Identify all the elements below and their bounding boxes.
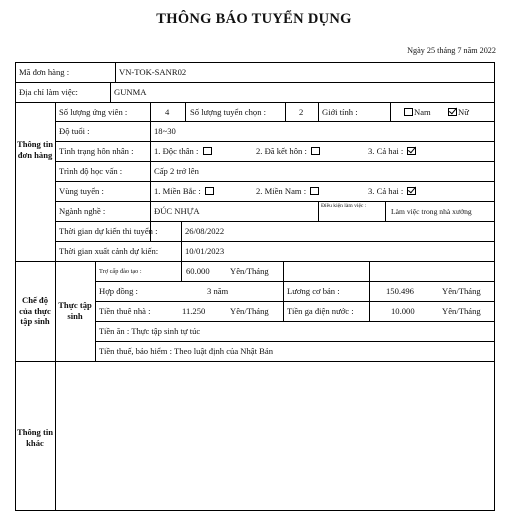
region-label: Vùng tuyển : bbox=[59, 186, 104, 196]
marital-label: Tình trạng hôn nhân : bbox=[59, 146, 134, 156]
region-option-north[interactable]: 1. Miền Bắc : bbox=[154, 186, 215, 196]
trainee-label: Thực tập sinh bbox=[58, 300, 92, 321]
region-north-checkbox[interactable] bbox=[205, 187, 214, 195]
applicants-label: Số lượng ứng viên : bbox=[59, 107, 128, 117]
region-option-south[interactable]: 2. Miền Nam : bbox=[256, 186, 320, 196]
order-code-value: VN-TOK-SANR02 bbox=[119, 67, 187, 77]
work-conditions-value: Làm việc trong nhà xưởng bbox=[391, 207, 472, 216]
selected-label: Số lượng tuyển chọn : bbox=[190, 107, 267, 117]
exam-date-label: Thời gian dự kiến thi tuyển : bbox=[59, 226, 158, 236]
region-south-checkbox[interactable] bbox=[310, 187, 319, 195]
age-value: 18~30 bbox=[154, 126, 176, 136]
utilities-unit: Yên/Tháng bbox=[442, 306, 481, 316]
industry-label: Ngành nghề : bbox=[59, 206, 106, 216]
gender-label: Giới tính : bbox=[322, 107, 358, 117]
contract-label: Hợp đồng : bbox=[99, 286, 138, 296]
training-allowance-value: 60.000 bbox=[186, 266, 210, 276]
gender-female-option[interactable]: Nữ bbox=[446, 107, 469, 117]
rent-value: 11.250 bbox=[182, 306, 206, 316]
order-info-section-label: Thông tin đơn hàng bbox=[16, 139, 54, 160]
gender-female-checkbox[interactable] bbox=[448, 108, 457, 116]
gender-male-option[interactable]: Nam bbox=[402, 107, 431, 117]
marital-option-single[interactable]: 1. Độc thân : bbox=[154, 146, 213, 156]
notice-date: Ngày 25 tháng 7 năm 2022 bbox=[407, 46, 496, 55]
exam-date-value: 26/08/2022 bbox=[185, 226, 225, 236]
age-label: Độ tuổi : bbox=[59, 126, 90, 136]
work-conditions-label: Điều kiện làm việc : bbox=[321, 203, 367, 209]
marital-single-checkbox[interactable] bbox=[203, 147, 212, 155]
page-title: THÔNG BÁO TUYỂN DỤNG bbox=[156, 11, 352, 27]
marital-married-checkbox[interactable] bbox=[311, 147, 320, 155]
region-option-both[interactable]: 3. Cả hai : bbox=[368, 186, 417, 196]
base-salary-unit: Yên/Tháng bbox=[442, 286, 481, 296]
gender-male-checkbox[interactable] bbox=[404, 108, 413, 116]
rent-unit: Yên/Tháng bbox=[230, 306, 269, 316]
benefits-section-label: Chế độ của thực tập sinh bbox=[19, 295, 51, 326]
education-value: Cấp 2 trở lên bbox=[154, 166, 199, 176]
rent-label: Tiền thuê nhà : bbox=[99, 306, 151, 316]
contract-value: 3 năm bbox=[207, 286, 229, 296]
departure-date-value: 10/01/2023 bbox=[185, 246, 225, 256]
marital-option-married[interactable]: 2. Đã kết hôn : bbox=[256, 146, 321, 156]
applicants-value: 4 bbox=[165, 107, 170, 117]
other-info-section-label: Thông tin khác bbox=[16, 427, 54, 448]
utilities-label: Tiền ga điện nước : bbox=[287, 306, 354, 316]
education-label: Trình độ học vấn : bbox=[59, 166, 123, 176]
base-salary-label: Lương cơ bản : bbox=[287, 286, 340, 296]
region-both-checkbox[interactable] bbox=[407, 187, 416, 195]
tax-insurance-note: Tiền thuế, bảo hiểm : Theo luật định của Nhật Bản bbox=[99, 346, 273, 356]
training-allowance-label: Trợ cấp đào tạo : bbox=[99, 268, 142, 275]
utilities-value: 10.000 bbox=[391, 306, 415, 316]
work-address-label: Địa chỉ làm việc: bbox=[19, 87, 78, 97]
industry-value: ĐÚC NHỰA bbox=[154, 206, 200, 216]
meals-note: Tiền ăn : Thực tập sinh tự túc bbox=[99, 326, 201, 336]
order-code-label: Mã đơn hàng : bbox=[19, 67, 70, 77]
other-info-content bbox=[56, 362, 494, 510]
marital-both-checkbox[interactable] bbox=[407, 147, 416, 155]
work-address-value: GUNMA bbox=[114, 87, 147, 97]
departure-date-label: Thời gian xuất cảnh dự kiến: bbox=[59, 246, 159, 256]
marital-option-both[interactable]: 3. Cả hai : bbox=[368, 146, 417, 156]
base-salary-value: 150.496 bbox=[386, 286, 414, 296]
training-allowance-unit: Yên/Tháng bbox=[230, 266, 269, 276]
selected-value: 2 bbox=[299, 107, 304, 117]
